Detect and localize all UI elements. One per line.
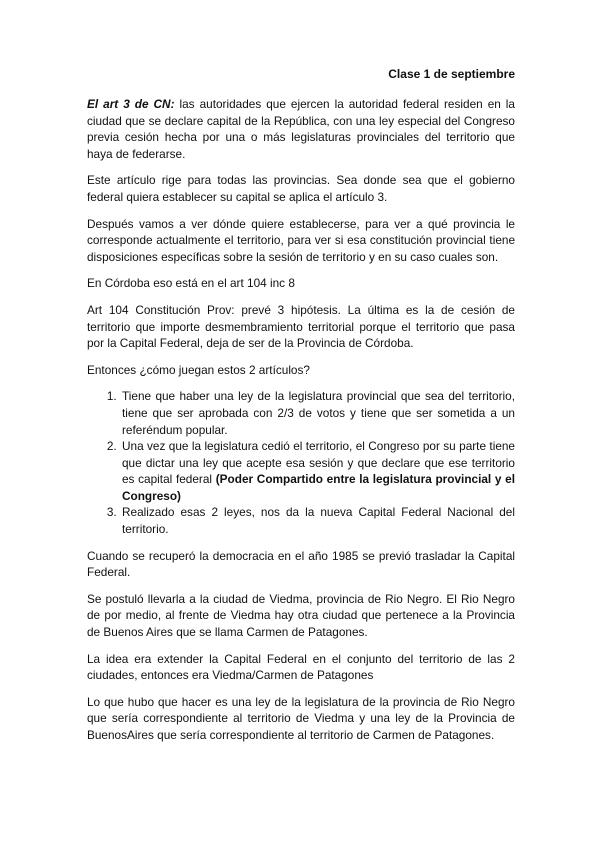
- paragraph-cordoba: En Córdoba eso está en el art 104 inc 8: [87, 276, 295, 291]
- document-body: [87, 66, 515, 754]
- list-item-bold: (Poder Compartido entre la legislatura provincial y el Congreso): [122, 472, 515, 503]
- paragraph-question: Entonces ¿cómo juegan estos 2 artículos?: [87, 362, 310, 377]
- paragraph-art104: Art 104 Constitución Prov: prevé 3 hipótesis. La última es la de cesión de territorio que importe desmembramiento territorial porque el territorio que pasa por la Capital Federal, deja de ser de la Provincia de Córdoba.: [87, 302, 515, 351]
- paragraph-democracia: Cuando se recuperó la democracia en el año 1985 se previó trasladar la Capital Federal.: [87, 548, 515, 580]
- list-item: [120, 438, 515, 504]
- paragraph-rige: Este artículo rige para todas las provincias. Sea donde sea que el gobierno federal quiera establecer su capital se aplica el artículo 3.: [87, 173, 515, 204]
- paragraph-art3: [87, 96, 515, 162]
- paragraph-text: las autoridades que ejercen la autoridad federal residen en la ciudad que se declare capital de la República, con una ley especial del Congreso previa cesión hecha por una o más legislaturas provinciales del territorio que haya de federarse.: [87, 97, 515, 161]
- list-item-text: Una vez que la legislatura cedió el territorio, el Congreso por su parte tiene que dictar una ley que acepte esa sesión y que declare que ese territorio es capital federal: [122, 439, 515, 487]
- paragraph-ley: Lo que hubo que hacer es una ley de la legislatura de la provincia de Rio Negro que sería correspondiente al territorio de Viedma y una ley de la Provincia de BuenosAires que sería correspondiente al territorio de Carmen de Patagones.: [87, 694, 515, 742]
- list-item: 3. Realizado esas 2 leyes, nos da la nueva Capital Federal Nacional del territorio.: [120, 504, 515, 537]
- paragraph-viedma: Se postuló llevarla a la ciudad de Viedma, provincia de Rio Negro. El Rio Negro de por medio, al frente de Viedma hay otra ciudad que pertenece a la Provincia de Buenos Aires que se llama Carmen de Patagones.: [87, 591, 515, 640]
- paragraph-lead: El art 3 de CN:: [87, 97, 175, 111]
- list-item: 1. Tiene que haber una ley de la legislatura provincial que sea del territorio, tiene que ser aprobada con 2/3 de votos y tiene que ser sometida a un referéndum popular.: [120, 388, 515, 438]
- date-heading: Clase 1 de septiembre: [388, 67, 515, 81]
- paragraph-despues: Después vamos a ver dónde quiere establecerse, para ver a qué provincia le corresponde actualmente el territorio, para ver si esa constitución provincial tiene disposiciones específicas sobre la sesión de territorio y en su caso cuales son.: [87, 216, 515, 264]
- paragraph-idea: La idea era extender la Capital Federal en el conjunto del territorio de las 2 ciudades, entonces era Viedma/Carmen de Patagones: [87, 651, 515, 683]
- numbered-list: [87, 388, 515, 537]
